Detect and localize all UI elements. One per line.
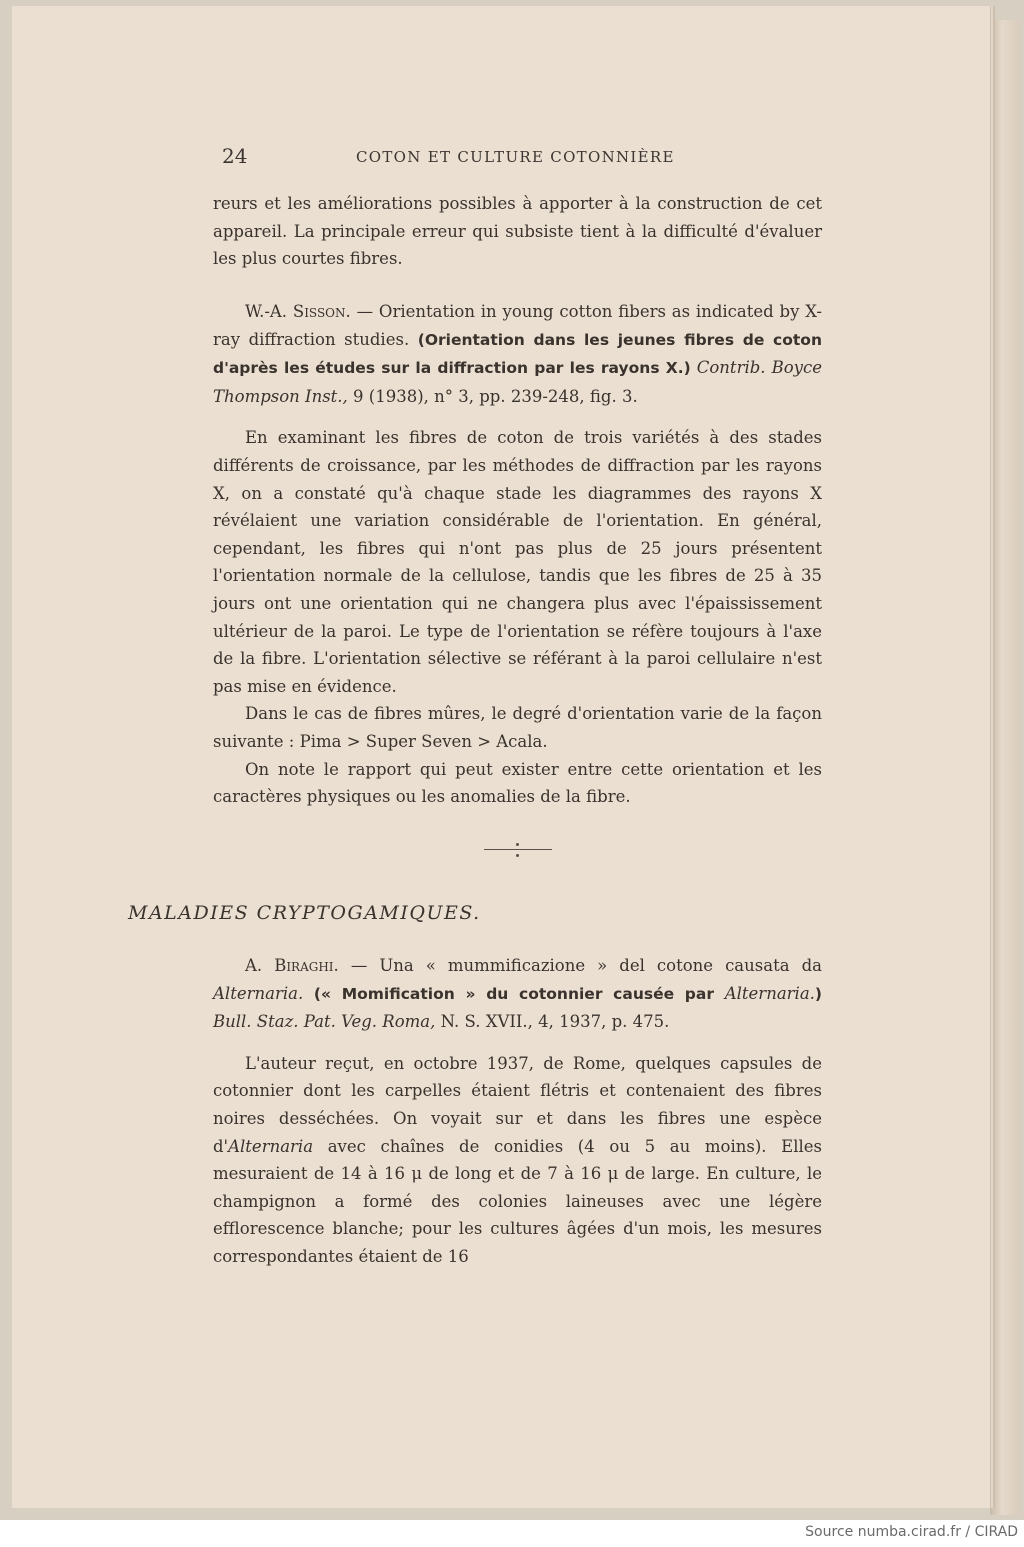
intro-block xyxy=(213,190,822,273)
sisson-title-fr: (Orientation dans les jeunes fibres de coton d'après les études sur la diffraction par les rayons X.) xyxy=(213,330,822,378)
section-title: MALADIES CRYPTOGAMIQUES. xyxy=(128,902,481,924)
biraghi-paragraph xyxy=(213,1050,822,1271)
page-header xyxy=(222,144,822,170)
sisson-author: W.-A. Sisson. xyxy=(245,302,351,321)
sisson-paragraph-3: On note le rapport qui peut exister entre cette orientation et les caractères physiques ou les anomalies de la fibre. xyxy=(213,759,822,807)
divider-dot xyxy=(516,854,519,857)
sisson-title-en: — Orientation in young cotton fibers as indicated by X-ray diffraction studies. xyxy=(213,302,822,349)
sisson-paragraph-2: Dans le cas de fibres mûres, le degré d'orientation varie de la façon suivante : Pima > Super Seven > Acala. xyxy=(213,704,822,751)
biraghi-paragraph-b: avec chaînes de conidies (4 ou 5 au moins). Elles mesuraient de 14 à 16 μ de long et de 7 à 16 μ de large. En culture, le champignon a formé des colonies laineuses avec une légère efflorescence blanche; pour les cultures âgées d'un mois, les mesures correspondantes étaient de 16 xyxy=(213,1136,822,1266)
page-number: 24 xyxy=(222,144,248,168)
divider-dot xyxy=(516,843,519,846)
biraghi-title-fr: (« Momification » du cotonnier causée par xyxy=(303,984,725,1003)
section-divider xyxy=(484,849,552,850)
biraghi-paragraph-a: L'auteur reçut, en octobre 1937, de Rome, quelques capsules de cotonnier dont les carpelles étaient flétris et contenaient des fibres noires desséchées. On voyait sur et dans les fibres une espèce d' xyxy=(213,1053,822,1156)
page-edge xyxy=(990,20,1020,1515)
sisson-journal: Contrib. Boyce Thompson Inst., xyxy=(213,358,822,406)
biraghi-title-it: — Una « mummificazione » del cotone causata da xyxy=(338,956,822,975)
biraghi-reference xyxy=(213,952,822,1036)
biraghi-journal: Bull. Staz. Pat. Veg. Roma, xyxy=(213,1012,436,1032)
biraghi-title-fr-end: ) xyxy=(814,984,822,1003)
sisson-entry xyxy=(213,298,822,811)
biraghi-genus: Alternaria. xyxy=(213,983,304,1003)
source-credit: Source numba.cirad.fr / CIRAD xyxy=(805,1524,1018,1540)
intro-paragraph: reurs et les améliorations possibles à apporter à la construction de cet appareil. La principale erreur qui subsiste tient à la difficulté d'évaluer les plus courtes fibres. xyxy=(213,194,822,269)
sisson-paragraph-1: En examinant les fibres de coton de trois variétés à des stades différents de croissance, par les méthodes de diffraction par les rayons X, on a constaté qu'à chaque stade les diagrammes des rayons X révélaient une variation considérable de l'orientation. En général, cependant, les fibres qui n'ont pas plus de 25 jours présentent l'orientation normale de la cellulose, tandis que les fibres de 25 à 35 jours ont une orientation qui ne changera plus avec l'épaississement ultérieur de la paroi. Le type de l'orientation se réfère toujours à l'axe de la fibre. L'orientation sélective se référant à la paroi cellulaire n'est pas mise en évidence. xyxy=(213,428,822,696)
biraghi-entry xyxy=(213,952,822,1271)
biraghi-author: A. Biraghi. xyxy=(245,956,339,975)
biraghi-paragraph-genus: Alternaria xyxy=(228,1136,314,1156)
biraghi-citation: N. S. XVII., 4, 1937, p. 475. xyxy=(435,1012,670,1032)
biraghi-genus-fr: Alternaria. xyxy=(724,983,815,1003)
sisson-reference xyxy=(213,298,822,410)
sisson-citation: 9 (1938), n° 3, pp. 239-248, fig. 3. xyxy=(347,386,638,406)
running-head: COTON ET CULTURE COTONNIÈRE xyxy=(356,148,675,166)
